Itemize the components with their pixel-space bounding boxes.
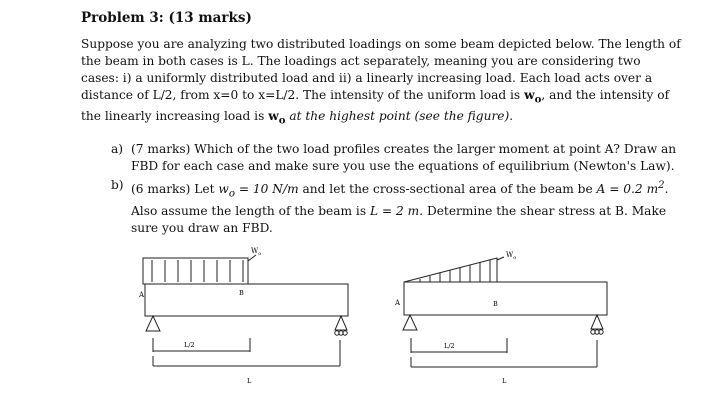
point-b-left: B (239, 289, 244, 297)
wo-symbol-1: $w_o$ (524, 88, 542, 106)
pin-support-icon (403, 315, 417, 330)
roller-support-icon (335, 316, 347, 330)
load-label-leader (248, 255, 256, 261)
length-label-right: L (502, 377, 507, 385)
uniform-load-block (143, 258, 248, 284)
question-b-text-2: and let the cross-sectional area of the beam be (298, 182, 597, 197)
intro-text-3: at the highest point (see the figure). (285, 109, 514, 124)
question-b-label: b) (111, 178, 124, 192)
uniform-load-arrows (152, 260, 243, 282)
question-a-text: (7 marks) Which of the two load profiles creates the larger moment at point A? Draw an FBD for each case and make sure you use the equations of equilibrium (Newton's Law). (131, 142, 677, 173)
beam-right (404, 282, 607, 315)
intro-text-1: Suppose you are analyzing two distributed loadings on some beam depicted below. The length of the beam in both cases is L. The loadings act separately, meaning you are considering two cases: i) a uniformly distributed load and ii) a linearly increasing load. Each load acts over a distance of L/2, from x=0 to x=L/2. The intensity of the uniform load is (81, 37, 681, 102)
roller-support-icon (591, 315, 603, 329)
load-label-right: $W_o$ (506, 251, 517, 261)
intro-text-2: , and the intensity of the linearly increasing load is (81, 88, 670, 124)
eq-wo: $w_o = 10$ N/m (218, 182, 299, 200)
beam-left (145, 284, 348, 316)
half-length-label-right: L/2 (444, 342, 455, 350)
question-b-text-3: . Also assume the length of the beam is (131, 182, 669, 218)
point-a-right: A (395, 299, 401, 307)
figure-linear-load (403, 257, 607, 367)
point-a-left: A (139, 291, 145, 299)
point-b-right: B (493, 300, 498, 308)
problem-title: Problem 3: (13 marks) (81, 10, 252, 26)
load-label-leader (497, 257, 504, 260)
pin-support-icon (146, 316, 160, 331)
question-b-text-4: . Determine the shear stress at B. Make sure you draw an FBD. (131, 203, 667, 235)
eq-area: A = 0.2 $m^2$ (596, 180, 665, 197)
question-a-label: a) (111, 142, 124, 156)
length-label-left: L (247, 377, 252, 385)
question-b-text-1: (6 marks) Let (131, 182, 219, 197)
half-length-label-left: L/2 (184, 341, 195, 349)
wo-symbol-2: $w_o$ (268, 109, 286, 127)
load-label-left: $W_o$ (251, 247, 262, 257)
figure-uniform-load (143, 255, 348, 366)
linear-load-arrows (420, 260, 490, 282)
eq-length: L = 2 m (369, 203, 420, 218)
